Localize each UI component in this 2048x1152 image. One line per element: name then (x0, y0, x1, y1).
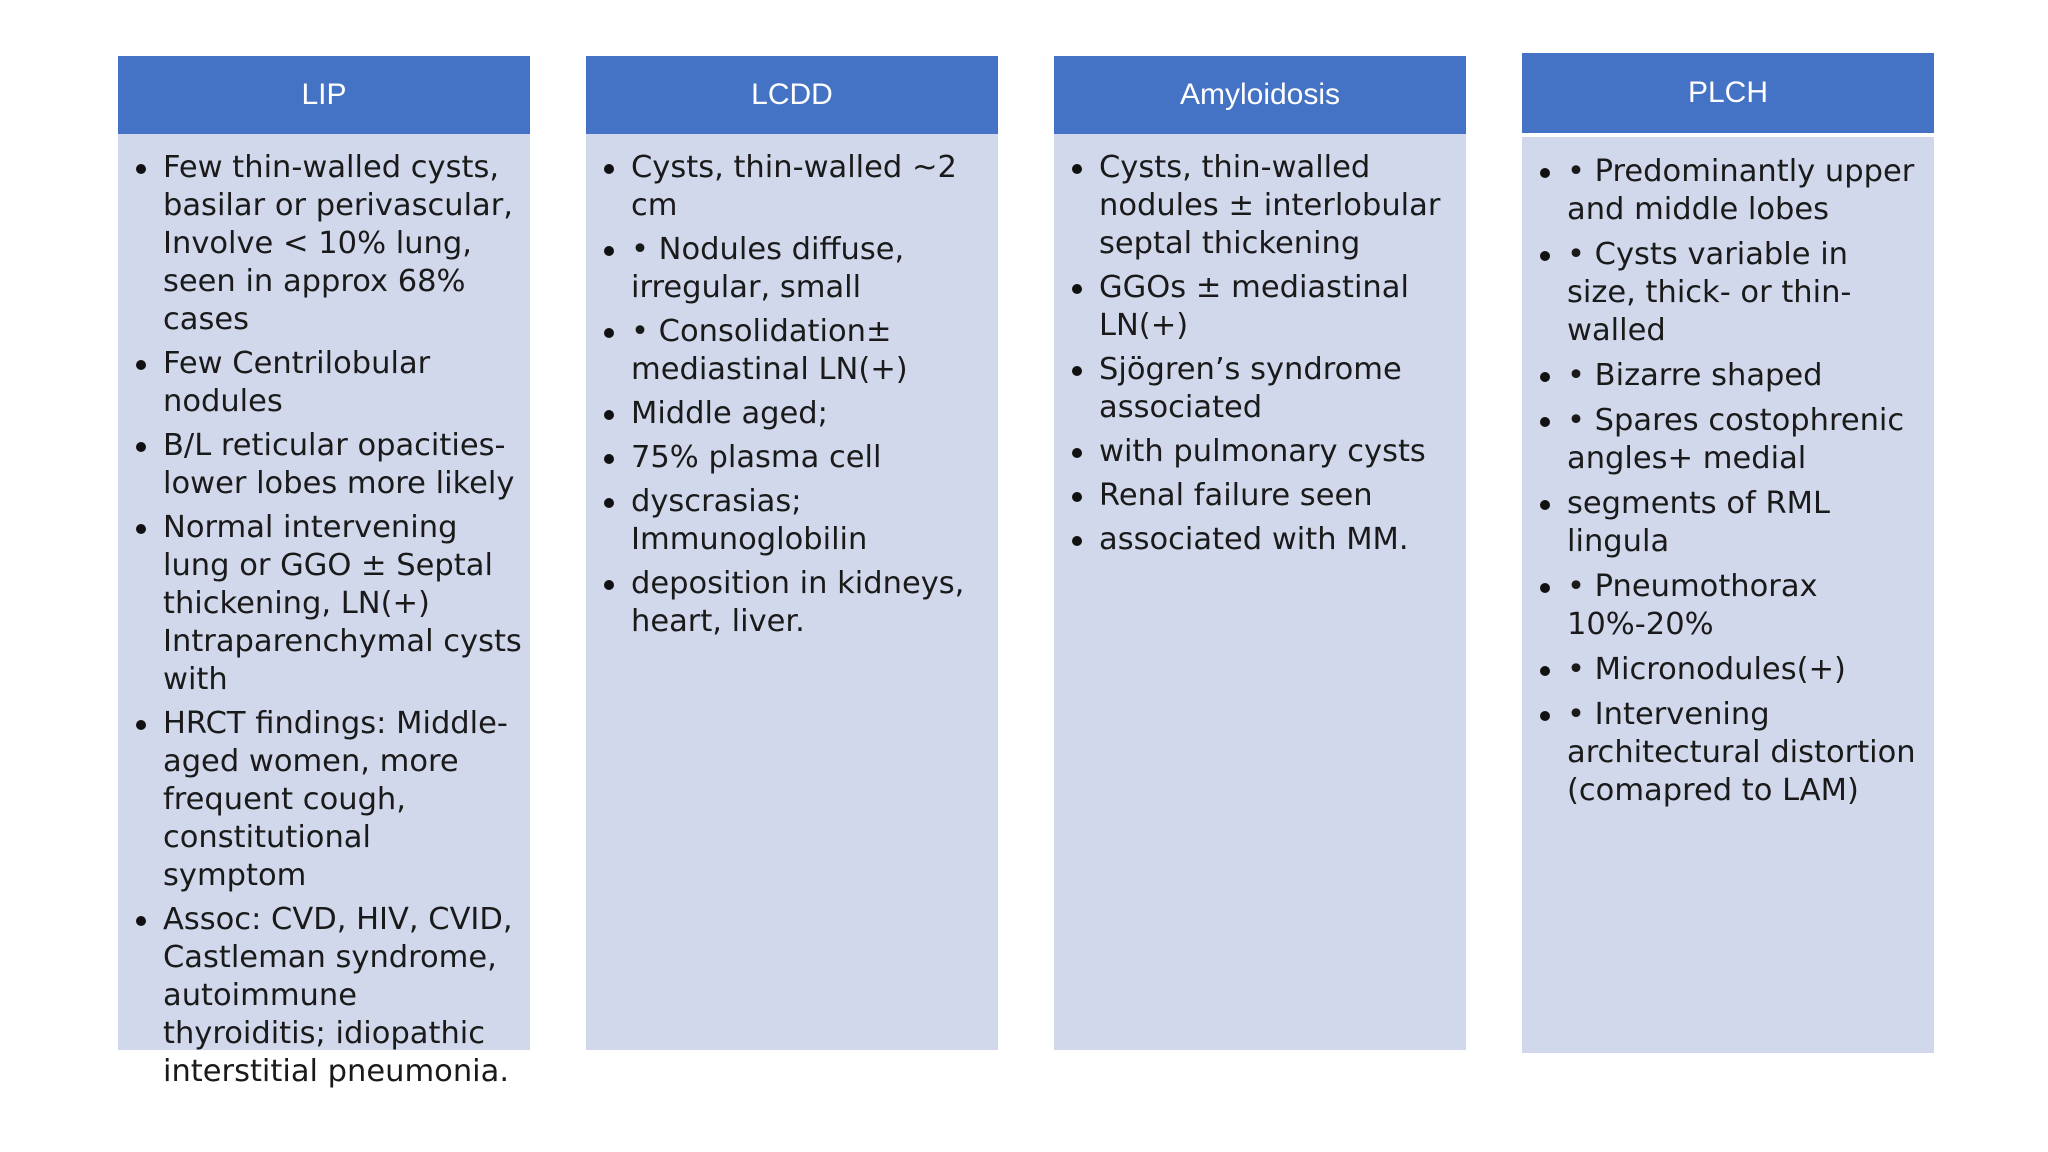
bullet-list-lcdd (586, 149, 998, 641)
bullet-item: Few thin-walled cysts, basilar or perivascular, Involve < 10% lung, seen in approx 68% cases (118, 149, 530, 339)
column-header-lcdd: LCDD (586, 56, 998, 134)
bullet-item: HRCT findings: Middle-aged women, more frequent cough, constitutional symptom (118, 705, 530, 895)
bullet-item: Assoc: CVD, HIV, CVID, Castleman syndrome, autoimmune thyroiditis; idiopathic interstitial pneumonia. (118, 901, 530, 1091)
bullet-item: • Nodules diffuse, irregular, small (586, 231, 998, 307)
bullet-item: • Consolidation± mediastinal LN(+) (586, 313, 998, 389)
bullet-item: with pulmonary cysts (1054, 433, 1466, 471)
bullet-list-lip (118, 149, 530, 1091)
bullet-list-amyloidosis (1054, 149, 1466, 559)
column-header-plch: PLCH (1522, 53, 1934, 133)
bullet-list-plch (1522, 153, 1934, 810)
bullet-item: • Bizarre shaped (1522, 357, 1934, 395)
column-body-lcdd (586, 149, 998, 647)
bullet-item: Cysts, thin-walled nodules ± interlobular septal thickening (1054, 149, 1466, 263)
bullet-item: • Cysts variable in size, thick- or thin-walled (1522, 236, 1934, 350)
bullet-item: Few Centrilobular nodules (118, 345, 530, 421)
column-amyloidosis (1054, 56, 1466, 1050)
bullet-item: deposition in kidneys, heart, liver. (586, 565, 998, 641)
column-body-amyloidosis (1054, 149, 1466, 565)
bullet-item: • Pneumothorax 10%-20% (1522, 568, 1934, 644)
bullet-item: Sjögren’s syndrome associated (1054, 351, 1466, 427)
bullet-item: B/L reticular opacities- lower lobes more likely (118, 427, 530, 503)
bullet-item: dyscrasias; Immunoglobilin (586, 483, 998, 559)
bullet-item: • Intervening architectural distortion (comapred to LAM) (1522, 696, 1934, 810)
bullet-item: Middle aged; (586, 395, 998, 433)
bullet-item: Renal failure seen (1054, 477, 1466, 515)
bullet-item: • Micronodules(+) (1522, 651, 1934, 689)
column-lcdd (586, 56, 998, 1050)
column-header-lip: LIP (118, 56, 530, 134)
bullet-item: • Predominantly upper and middle lobes (1522, 153, 1934, 229)
bullet-item: Cysts, thin-walled ~2 cm (586, 149, 998, 225)
column-plch (1522, 53, 1934, 1053)
column-header-amyloidosis: Amyloidosis (1054, 56, 1466, 134)
bullet-item: 75% plasma cell (586, 439, 998, 477)
bullet-item: GGOs ± mediastinal LN(+) (1054, 269, 1466, 345)
bullet-item: • Spares costophrenic angles+ medial (1522, 402, 1934, 478)
column-body-plch (1522, 153, 1934, 817)
bullet-item: Normal intervening lung or GGO ± Septal thickening, LN(+) Intraparenchymal cysts with (118, 509, 530, 699)
column-body-lip (118, 149, 530, 1097)
column-lip (118, 56, 530, 1089)
bullet-item: segments of RML lingula (1522, 485, 1934, 561)
bullet-item: associated with MM. (1054, 521, 1466, 559)
